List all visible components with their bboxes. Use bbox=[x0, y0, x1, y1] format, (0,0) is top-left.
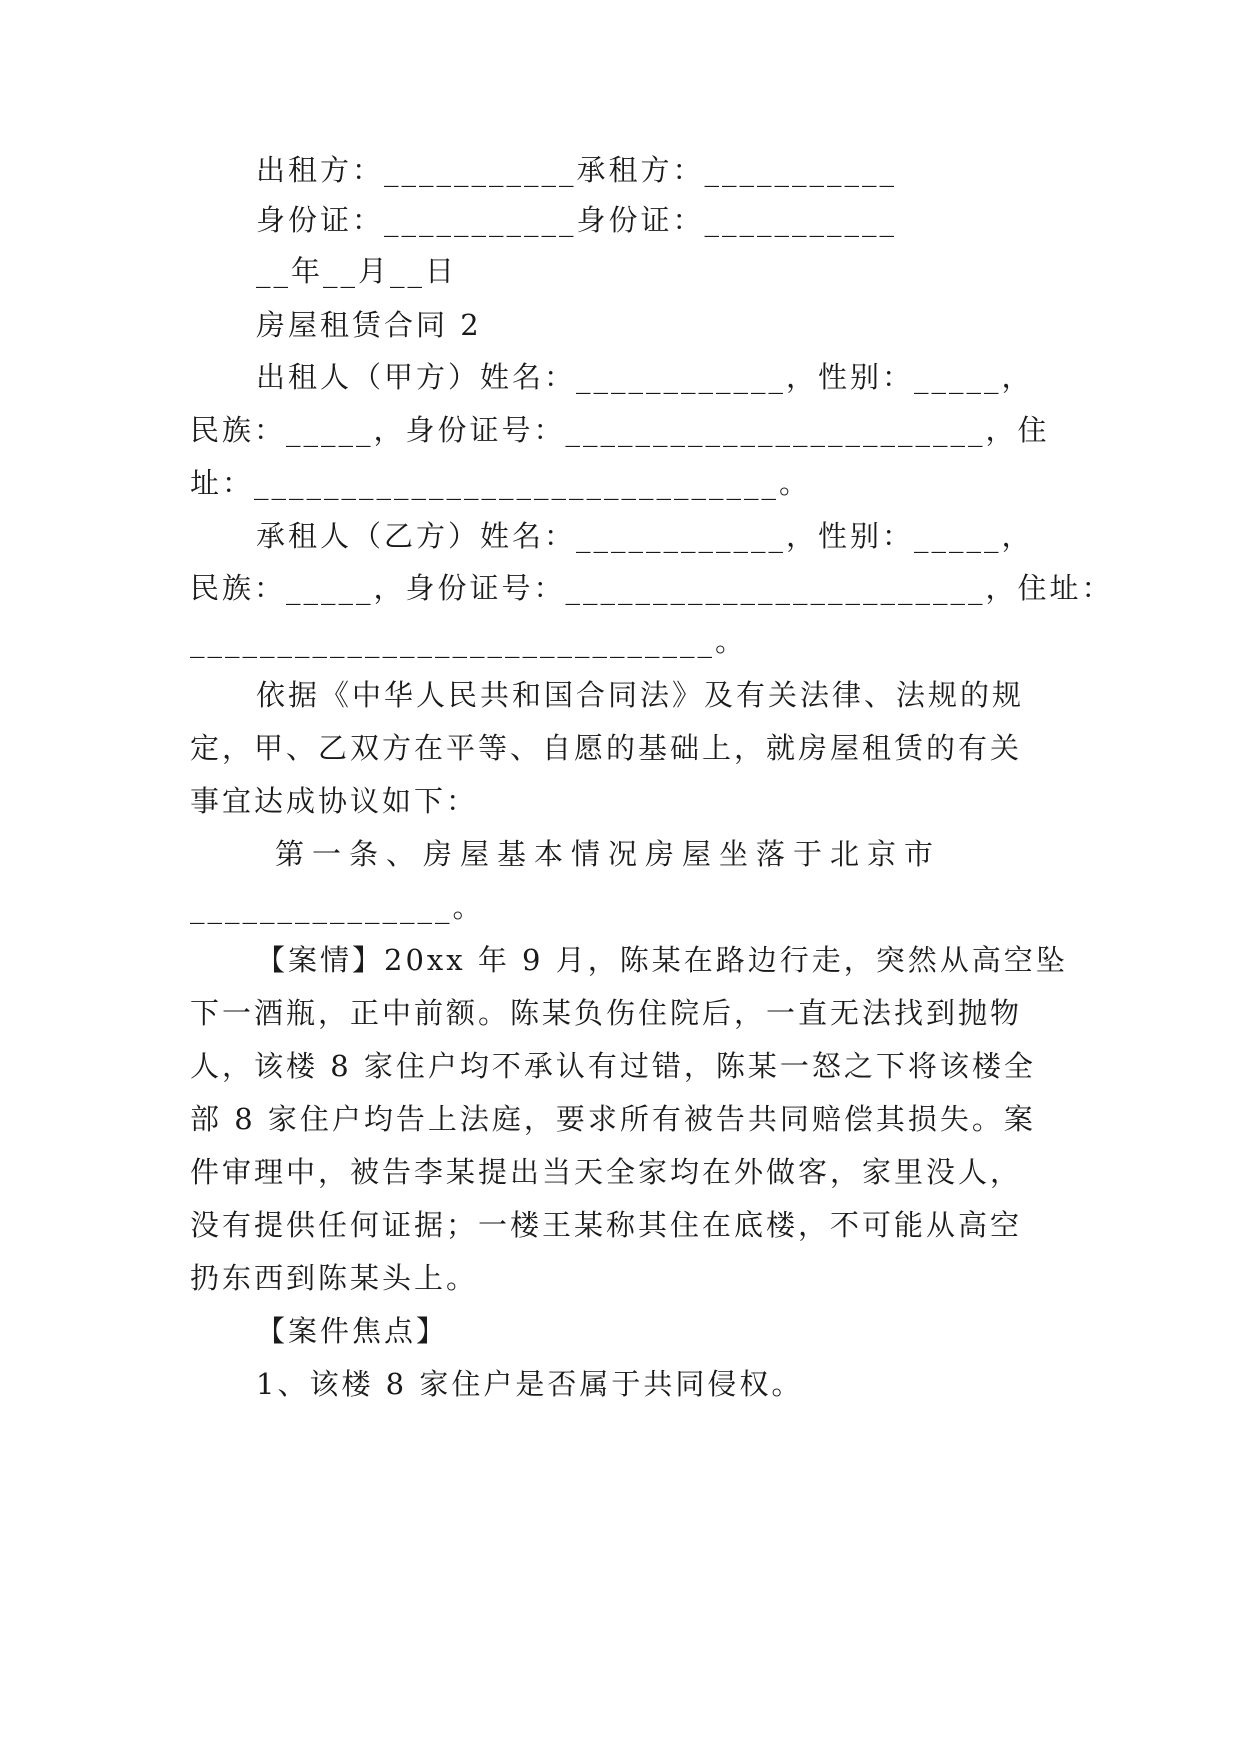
id-card-signature-line: 身份证：___________身份证：___________ bbox=[256, 203, 898, 237]
article-1-line-2: _______________。 bbox=[190, 890, 485, 924]
case-facts-line-2: 下一酒瓶，正中前额。陈某负伤住院后，一直无法找到抛物 bbox=[190, 996, 1023, 1030]
preamble-line-3: 事宜达成协议如下： bbox=[190, 784, 479, 818]
case-focus-heading: 【案件焦点】 bbox=[256, 1314, 449, 1348]
party-b-line-2: 民族：_____，身份证号：________________________，住址： bbox=[190, 571, 1114, 605]
party-a-line-1: 出租人（甲方）姓名：____________，性别：_____， bbox=[256, 360, 1034, 394]
party-b-line-1: 承租人（乙方）姓名：____________，性别：_____， bbox=[256, 519, 1034, 553]
case-facts-line-6: 没有提供任何证据；一楼王某称其住在底楼，不可能从高空 bbox=[190, 1208, 1023, 1242]
case-focus-item-1: 1、该楼 8 家住户是否属于共同侵权。 bbox=[256, 1367, 804, 1401]
case-facts-line-1: 【案情】20xx 年 9 月，陈某在路边行走，突然从高空坠 bbox=[256, 943, 1068, 977]
preamble-line-1: 依据《中华人民共和国合同法》及有关法律、法规的规 bbox=[256, 678, 1025, 712]
preamble-line-2: 定，甲、乙双方在平等、自愿的基础上，就房屋租赁的有关 bbox=[190, 731, 1023, 765]
party-a-line-3: 址：______________________________。 bbox=[190, 466, 812, 500]
article-1-line-1: 第一条、房屋基本情况房屋坐落于北京市 bbox=[275, 837, 942, 871]
lessor-lessee-signature-line: 出租方：___________承租方：___________ bbox=[256, 153, 898, 187]
case-facts-line-7: 扔东西到陈某头上。 bbox=[190, 1261, 479, 1295]
case-facts-line-4: 部 8 家住户均告上法庭，要求所有被告共同赔偿其损失。案 bbox=[190, 1102, 1036, 1136]
party-b-line-3: ______________________________。 bbox=[190, 624, 748, 658]
party-a-line-2: 民族：_____，身份证号：________________________，住 bbox=[190, 413, 1050, 447]
case-facts-line-3: 人，该楼 8 家住户均不承认有过错，陈某一怒之下将该楼全 bbox=[190, 1049, 1036, 1083]
section-title: 房屋租赁合同 2 bbox=[256, 308, 482, 342]
date-line: __年__月__日 bbox=[256, 254, 458, 288]
case-facts-line-5: 件审理中，被告李某提出当天全家均在外做客，家里没人， bbox=[190, 1155, 1023, 1189]
